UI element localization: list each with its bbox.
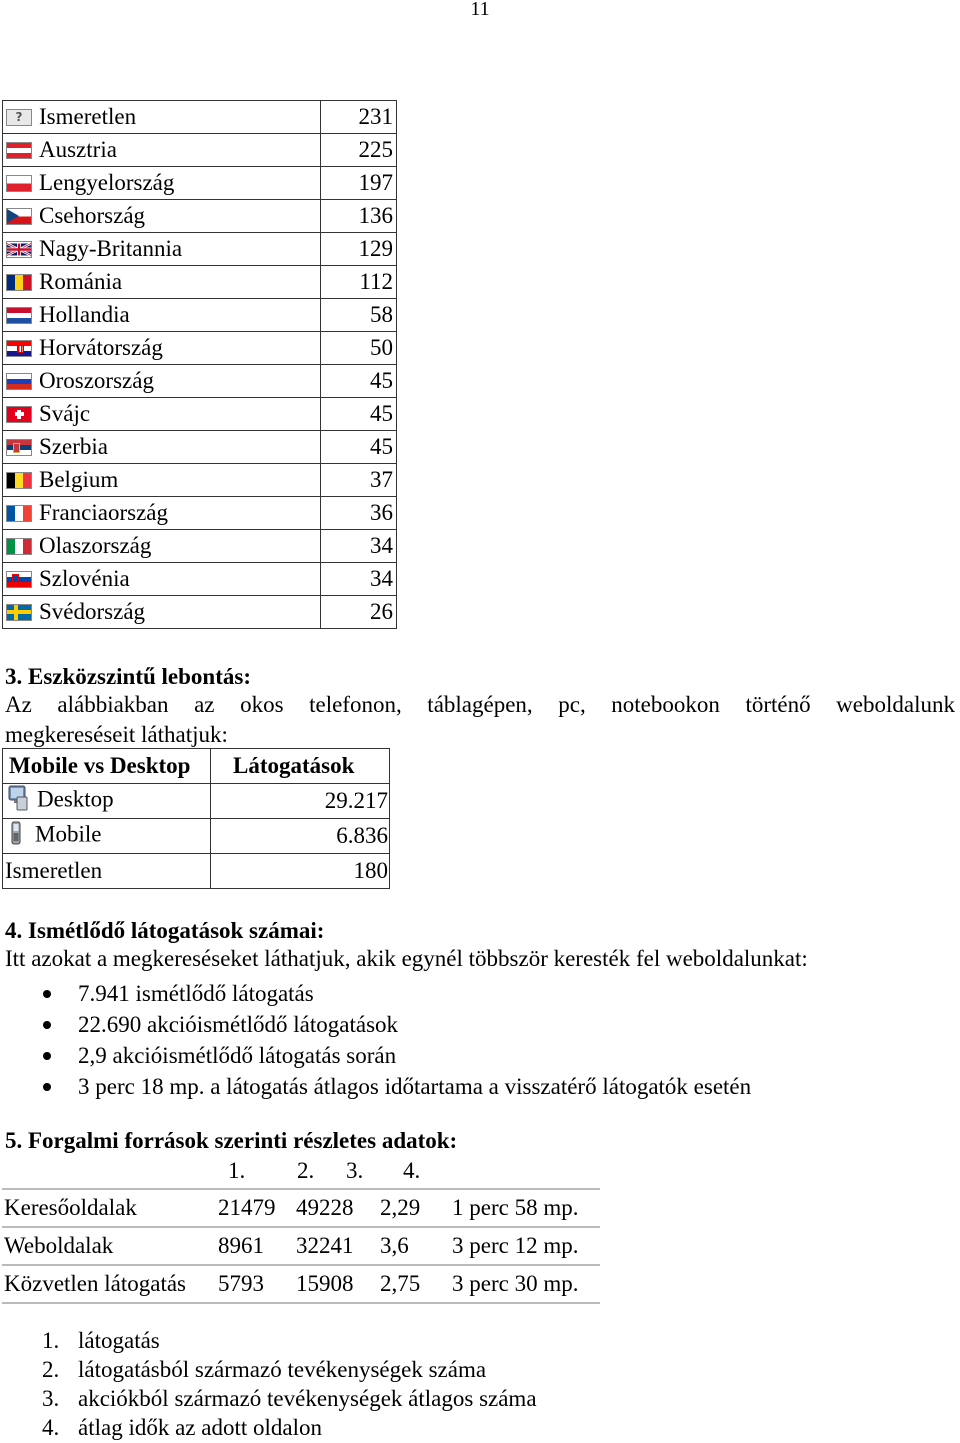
- table-row: [3, 167, 397, 200]
- mobile-phone-icon: [11, 821, 21, 851]
- country-visits: 58: [321, 299, 397, 332]
- column-number-4: 4.: [403, 1158, 421, 1183]
- desktop-computer-icon: [7, 785, 29, 817]
- table-row: [3, 563, 397, 596]
- section4-intro: Itt azokat a megkereséseket láthatjuk, akik egynél többször keresték fel weboldalunkat:: [5, 946, 808, 971]
- device-value-desktop: 29.217: [211, 784, 390, 819]
- section3-intro-line2: megkereséseit láthatjuk:: [5, 722, 228, 747]
- table-row: Közvetlen látogatás 5793 15908 2,75 3 perc 30 mp.: [2, 1265, 600, 1303]
- country-visits: 45: [321, 431, 397, 464]
- table-row: [3, 266, 397, 299]
- table-row: Keresőoldalak 21479 49228 2,29 1 perc 58 mp.: [2, 1189, 600, 1227]
- table-row: Weboldalak 8961 32241 3,6 3 perc 12 mp.: [2, 1227, 600, 1265]
- netherlands-flag-icon: [6, 307, 32, 324]
- sweden-flag-icon: [6, 604, 32, 621]
- country-visits: 50: [321, 332, 397, 365]
- country-name: Horvátország: [39, 335, 163, 360]
- bullet-icon: [43, 1083, 51, 1091]
- italy-flag-icon: [6, 538, 32, 555]
- device-label-desktop: Desktop: [37, 786, 114, 812]
- serbia-flag-icon: [6, 439, 32, 456]
- unknown-flag-icon: ?: [6, 109, 32, 126]
- column-number-3: 3.: [346, 1158, 364, 1183]
- country-visits: 129: [321, 233, 397, 266]
- table-row: [3, 596, 397, 629]
- country-name: Olaszország: [39, 533, 152, 558]
- croatia-flag-icon: [6, 340, 32, 357]
- table-row: [3, 464, 397, 497]
- country-visits: 112: [321, 266, 397, 299]
- list-item: 3. akciókból származó tevékenységek átlagos száma: [42, 1386, 537, 1411]
- table-row: [3, 784, 390, 819]
- country-name: Svédország: [39, 599, 146, 624]
- table-row: [3, 365, 397, 398]
- country-visits: 34: [321, 530, 397, 563]
- traffic-sources-table: [2, 1188, 600, 1304]
- section3-intro-line1: Az alábbiakban az okos telefonon, táblagépen, pc, notebookon történő weboldalunk: [5, 692, 955, 717]
- country-name: Szerbia: [39, 434, 108, 459]
- device-table-header: [3, 749, 390, 784]
- list-item: 1. látogatás: [42, 1328, 160, 1353]
- country-name: Svájc: [39, 401, 91, 426]
- country-visits: 197: [321, 167, 397, 200]
- table-row: [3, 398, 397, 431]
- table-row: [3, 332, 397, 365]
- country-visits: 225: [321, 134, 397, 167]
- country-name: Ismeretlen: [39, 104, 137, 129]
- column-number-2: 2.: [297, 1158, 315, 1183]
- device-label-mobile: Mobile: [35, 821, 102, 847]
- table-row: [3, 134, 397, 167]
- list-item: 7.941 ismétlődő látogatás: [0, 978, 751, 1009]
- device-value-unknown: 180: [211, 854, 390, 889]
- list-item: 22.690 akcióismétlődő látogatások: [0, 1009, 751, 1040]
- switzerland-flag-icon: [6, 406, 32, 423]
- list-item: 2,9 akcióismétlődő látogatás során: [0, 1040, 751, 1071]
- table-row: [3, 299, 397, 332]
- table-row: [3, 497, 397, 530]
- country-visits: 36: [321, 497, 397, 530]
- country-visits: 26: [321, 596, 397, 629]
- list-item: 2. látogatásból származó tevékenységek száma: [42, 1357, 487, 1382]
- section5-heading: 5. Forgalmi források szerinti részletes adatok:: [5, 1128, 458, 1153]
- device-header-col1: Mobile vs Desktop: [3, 749, 211, 784]
- bullet-icon: [43, 1021, 51, 1029]
- country-visits: 37: [321, 464, 397, 497]
- column-legend-list: [0, 1326, 537, 1442]
- country-name: Oroszország: [39, 368, 154, 393]
- slovenia-flag-icon: [6, 571, 32, 588]
- country-visits: 45: [321, 365, 397, 398]
- country-name: Lengyelország: [39, 170, 175, 195]
- russia-flag-icon: [6, 373, 32, 390]
- table-row: [3, 233, 397, 266]
- bullet-icon: [43, 1052, 51, 1060]
- country-name: Hollandia: [39, 302, 130, 327]
- belgium-flag-icon: [6, 472, 32, 489]
- table-row: [3, 431, 397, 464]
- czech-flag-icon: [6, 208, 32, 225]
- country-visits: 45: [321, 398, 397, 431]
- device-header-col2: Látogatások: [211, 749, 390, 784]
- country-name: Belgium: [39, 467, 119, 492]
- table-row: [3, 200, 397, 233]
- list-item: 3 perc 18 mp. a látogatás átlagos időtartama a visszatérő látogatók esetén: [0, 1071, 751, 1102]
- section3-heading: 3. Eszközszintű lebontás:: [5, 664, 251, 689]
- table-row: [3, 819, 390, 854]
- list-item: 4. átlag idők az adott oldalon: [42, 1415, 322, 1440]
- device-value-mobile: 6.836: [211, 819, 390, 854]
- country-visits: 34: [321, 563, 397, 596]
- repeat-visits-list: [0, 978, 751, 1102]
- table-row: [3, 101, 397, 134]
- table-row: [3, 854, 390, 889]
- bullet-icon: [43, 990, 51, 998]
- uk-flag-icon: [6, 241, 32, 258]
- country-table: [2, 100, 397, 629]
- country-name: Ausztria: [39, 137, 117, 162]
- device-label-unknown: Ismeretlen: [3, 854, 211, 889]
- section4-heading: 4. Ismétlődő látogatások számai:: [5, 918, 325, 943]
- country-name: Franciaország: [39, 500, 168, 525]
- poland-flag-icon: [6, 175, 32, 192]
- country-name: Nagy-Britannia: [39, 236, 183, 261]
- country-name: Csehország: [39, 203, 146, 228]
- romania-flag-icon: [6, 274, 32, 291]
- page-number: 11: [470, 0, 490, 20]
- table-row: [3, 530, 397, 563]
- country-visits: 231: [321, 101, 397, 134]
- country-name: Szlovénia: [39, 566, 130, 591]
- device-table: [2, 748, 390, 889]
- column-number-1: 1.: [228, 1158, 246, 1183]
- austria-flag-icon: [6, 142, 32, 159]
- france-flag-icon: [6, 505, 32, 522]
- country-name: Románia: [39, 269, 123, 294]
- country-visits: 136: [321, 200, 397, 233]
